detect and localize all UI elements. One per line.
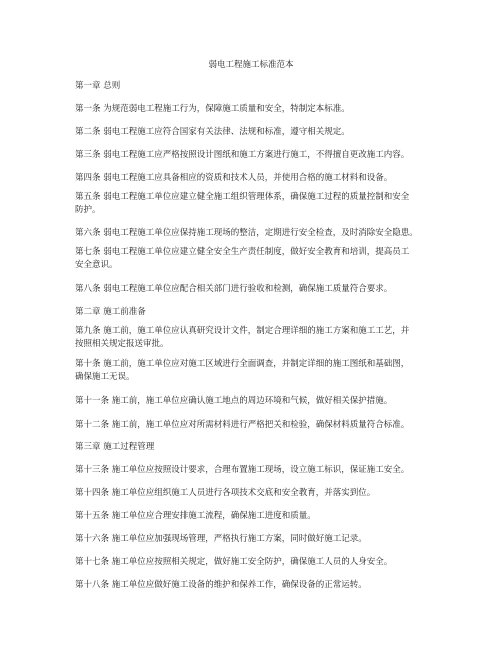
paragraph-line: 第二条 弱电工程施工应符合国家有关法律、法规和标准，遵守相关规定。 bbox=[75, 127, 350, 137]
article-paragraph bbox=[75, 126, 435, 139]
paragraph-line: 安全意识。 bbox=[75, 260, 118, 270]
paragraph-line: 第十七条 施工单位应按照相关规定，做好施工安全防护，确保施工人员的人身安全。 bbox=[75, 557, 393, 567]
paragraph-line: 防护。 bbox=[75, 205, 101, 215]
article-paragraph bbox=[75, 579, 435, 592]
paragraph-line: 第九条 施工前，施工单位应认真研究设计文件，制定合理详细的施工方案和施工工艺，并 bbox=[75, 326, 410, 336]
paragraph-line: 按照相关规定报送审批。 bbox=[75, 339, 169, 349]
paragraph-line: 第十三条 施工单位应按照设计要求，合理布置施工现场，设立施工标识，保证施工安全。 bbox=[75, 465, 410, 475]
article-paragraph bbox=[75, 464, 435, 477]
paragraph-line: 第十八条 施工单位应做好施工设备的维护和保养工作，确保设备的正常运转。 bbox=[75, 580, 367, 590]
paragraph-line: 第十条 施工前，施工单位应对施工区域进行全面调查，并制定详细的施工图纸和基础图， bbox=[75, 359, 410, 369]
paragraph-line: 第五条 弱电工程施工单位应建立健全施工组织管理体系，确保施工过程的质量控制和安全 bbox=[75, 192, 410, 202]
article-paragraph bbox=[75, 533, 435, 546]
paragraph-line: 第十五条 施工单位应合理安排施工流程，确保施工进度和质量。 bbox=[75, 511, 316, 521]
paragraph-line: 第二章 施工前准备 bbox=[75, 307, 146, 317]
paragraph-line: 第三章 施工过程管理 bbox=[75, 442, 155, 452]
article-paragraph bbox=[75, 487, 435, 500]
article-paragraph bbox=[75, 246, 435, 272]
paragraph-line: 第一章 总则 bbox=[75, 81, 121, 91]
paragraph-line: 第四条 弱电工程施工应具备相应的资质和技术人员，并使用合格的施工材料和设备。 bbox=[75, 173, 393, 183]
chapter-heading bbox=[75, 306, 435, 319]
article-paragraph bbox=[75, 191, 435, 217]
document-title: 弱电工程施工标准范本 bbox=[208, 60, 294, 70]
article-paragraph bbox=[75, 419, 435, 432]
paragraph-line: 第十二条 施工前，施工单位应对所需材料进行严格把关和检验，确保材料质量符合标准。 bbox=[75, 420, 410, 430]
article-paragraph bbox=[75, 283, 435, 296]
article-paragraph bbox=[75, 395, 435, 408]
paragraph-line: 第六条 弱电工程施工单位应保持施工现场的整洁，定期进行安全检查，及时消除安全隐患。 bbox=[75, 228, 418, 238]
paragraph-line: 第十四条 施工单位应组织施工人员进行各项技术交底和安全教育，并落实到位。 bbox=[75, 488, 376, 498]
article-paragraph bbox=[75, 556, 435, 569]
paragraph-line: 确保施工无误。 bbox=[75, 372, 135, 382]
paragraph-line: 第一条 为规范弱电工程施工行为，保障施工质量和安全，特制定本标准。 bbox=[75, 104, 350, 114]
article-paragraph bbox=[75, 510, 435, 523]
paragraph-line: 第三条 弱电工程施工应严格按照设计图纸和施工方案进行施工，不得擅自更改施工内容。 bbox=[75, 150, 410, 160]
chapter-heading bbox=[75, 441, 435, 454]
article-paragraph bbox=[75, 227, 435, 240]
article-paragraph bbox=[75, 149, 435, 162]
chapter-heading bbox=[75, 80, 435, 93]
article-paragraph bbox=[75, 172, 435, 185]
article-paragraph bbox=[75, 325, 435, 351]
paragraph-line: 第七条 弱电工程施工单位应建立健全安全生产责任制度，做好安全教育和培训，提高员工 bbox=[75, 247, 410, 257]
paragraph-line: 第十一条 施工前，施工单位应确认施工地点的周边环境和气候，做好相关保护措施。 bbox=[75, 396, 393, 406]
paragraph-line: 第八条 弱电工程施工单位应配合相关部门进行验收和检测，确保施工质量符合要求。 bbox=[75, 284, 393, 294]
article-paragraph bbox=[75, 103, 435, 116]
article-paragraph bbox=[75, 358, 435, 384]
paragraph-line: 第十六条 施工单位应加强现场管理，严格执行施工方案，同时做好施工记录。 bbox=[75, 534, 367, 544]
